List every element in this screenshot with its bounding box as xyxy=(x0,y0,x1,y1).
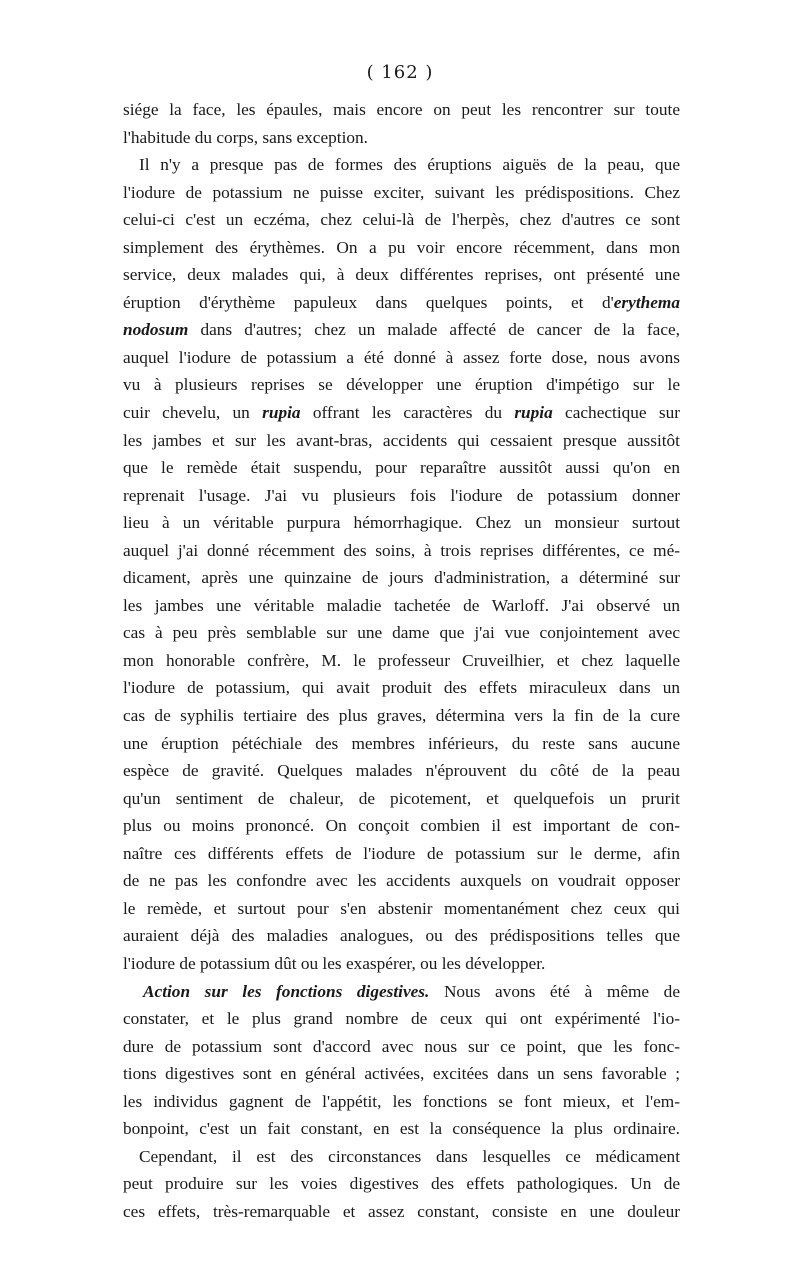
body-text xyxy=(123,96,680,1225)
text-line: celui-ci c'est un eczéma, chez celui-là de l'herpès, chez d'autres ce sont xyxy=(123,210,680,230)
paragraph-start-line: Cependant, il est des circonstances dans lesquelles ce médicament xyxy=(139,1146,680,1166)
text-line: l'iodure de potassium dût ou les exaspérer, ou les développer. xyxy=(123,953,546,973)
text-line: lieu à un véritable purpura hémorrhagique. Chez un monsieur surtout xyxy=(123,513,680,533)
text-line: plus ou moins prononcé. On conçoit combien il est important de con- xyxy=(123,816,680,836)
italic-term: rupia xyxy=(514,403,553,423)
text-line: le remède, et surtout pour s'en abstenir momentanément chez ceux qui xyxy=(123,898,680,918)
text-line: dure de potassium sont d'accord avec nous sur ce point, que les fonc- xyxy=(123,1036,680,1056)
text-line: l'iodure de potassium ne puisse exciter, suivant les prédispositions. Chez xyxy=(123,182,680,202)
text-line: service, deux malades qui, à deux différentes reprises, ont présenté une xyxy=(123,265,680,285)
text-line: bonpoint, c'est un fait constant, en est la conséquence la plus ordinaire. xyxy=(123,1119,680,1139)
text-line: l'habitude du corps, sans exception. xyxy=(123,127,368,147)
text-line: qu'un sentiment de chaleur, de picotement, et quelquefois un prurit xyxy=(123,788,680,808)
text-line: auquel l'iodure de potassium a été donné à assez forte dose, nous avons xyxy=(123,347,680,367)
text-line: mon honorable confrère, M. le professeur Cruveilhier, et chez laquelle xyxy=(123,650,680,670)
text-line: nodosum dans d'autres; chez un malade affecté de cancer de la face, xyxy=(123,320,680,340)
section-heading: Action sur les fonctions digestives. xyxy=(143,981,430,1001)
text-line: auquel j'ai donné récemment des soins, à trois reprises différentes, ce mé- xyxy=(123,540,680,560)
paragraph-start-line: Il n'y a presque pas de formes des éruptions aiguës de la peau, que xyxy=(139,155,680,175)
text-line: tions digestives sont en général activées, excitées dans un sens favorable ; xyxy=(123,1064,680,1084)
text-line: ces effets, très-remarquable et assez constant, consiste en une douleur xyxy=(123,1201,680,1221)
text-line: les individus gagnent de l'appétit, les fonctions se font mieux, et l'em- xyxy=(123,1091,680,1111)
text-line: constater, et le plus grand nombre de ceux qui ont expérimenté l'io- xyxy=(123,1009,680,1029)
text-line: cas à peu près semblable sur une dame que j'ai vue conjointement avec xyxy=(123,623,680,643)
text-line: naître ces différents effets de l'iodure de potassium sur le derme, afin xyxy=(123,843,680,863)
text-line: espèce de gravité. Quelques malades n'éprouvent du côté de la peau xyxy=(123,761,680,781)
text-line: les jambes et sur les avant-bras, accidents qui cessaient presque aussitôt xyxy=(123,430,680,450)
text-line: cas de syphilis tertiaire des plus graves, détermina vers la fin de la cure xyxy=(123,706,680,726)
text-line: éruption d'érythème papuleux dans quelques points, et d'erythema xyxy=(123,292,680,312)
text-line: peut produire sur les voies digestives des effets pathologiques. Un de xyxy=(123,1174,680,1194)
text-line: cuir chevelu, un rupia offrant les caractères du rupia cachectique sur xyxy=(123,403,681,423)
text-line: simplement des érythèmes. On a pu voir encore récemment, dans mon xyxy=(123,237,680,257)
text-line: une éruption pétéchiale des membres inférieurs, du reste sans aucune xyxy=(123,733,680,753)
text-line: reprenait l'usage. J'ai vu plusieurs fois l'iodure de potassium donner xyxy=(123,485,680,505)
text-line: siége la face, les épaules, mais encore on peut les rencontrer sur toute xyxy=(123,100,680,119)
text-line: de ne pas les confondre avec les accidents auxquels on voudrait opposer xyxy=(123,871,680,891)
italic-term: rupia xyxy=(262,403,301,423)
text-line: que le remède était suspendu, pour reparaître aussitôt aussi qu'on en xyxy=(123,458,680,478)
text-line: auraient déjà des maladies analogues, ou des prédispositions telles que xyxy=(123,926,680,946)
page-number: ( 162 ) xyxy=(366,62,434,83)
italic-term: nodosum xyxy=(123,320,189,340)
text-line: vu à plusieurs reprises se développer une éruption d'impétigo sur le xyxy=(123,375,680,395)
paragraph-start-line: Action sur les fonctions digestives. Nous avons été à même de xyxy=(143,981,680,1001)
text-line: dicament, après une quinzaine de jours d'administration, a déterminé sur xyxy=(123,568,680,588)
text-line: l'iodure de potassium, qui avait produit des effets miraculeux dans un xyxy=(123,678,680,698)
italic-term: erythema xyxy=(613,292,680,312)
text-line: les jambes une véritable maladie tachetée de Warloff. J'ai observé un xyxy=(123,595,680,615)
